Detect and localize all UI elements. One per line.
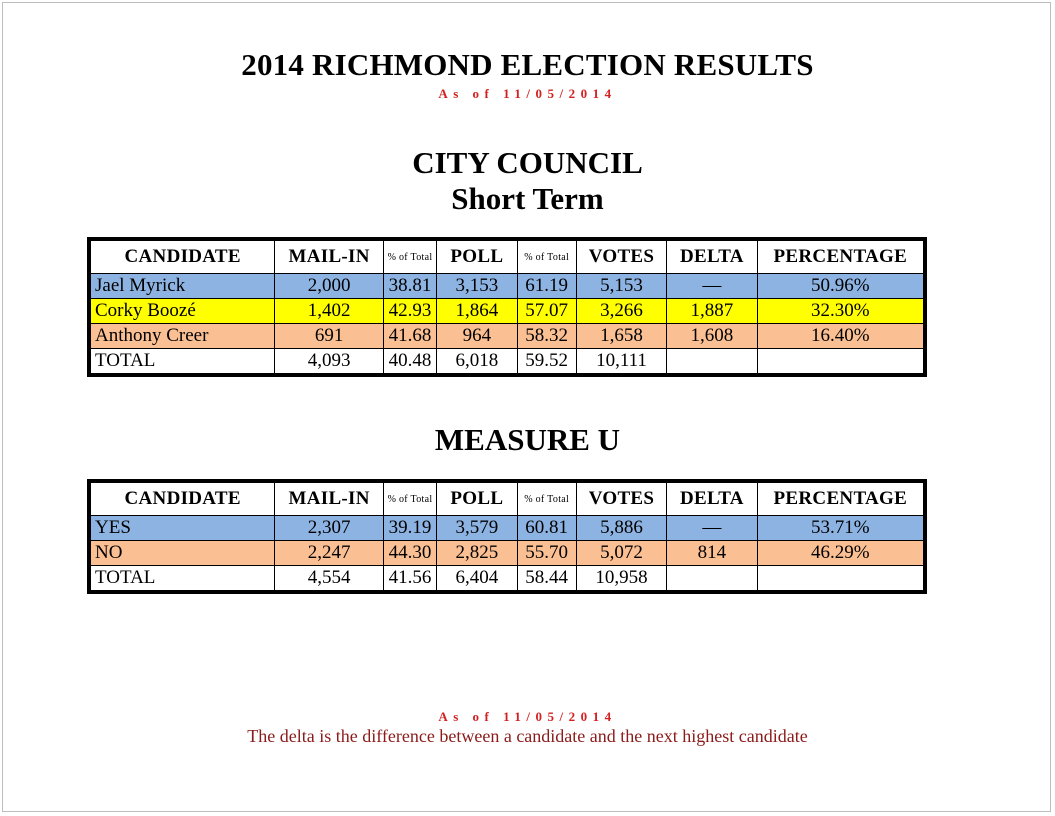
header-delta: DELTA [667, 481, 757, 516]
cell-delta [667, 349, 757, 376]
header-poll-pct: % of Total [517, 481, 576, 516]
cell-poll-pct: 58.32 [517, 324, 576, 349]
cell-poll: 2,825 [437, 541, 517, 566]
cell-mail-in: 2,307 [275, 516, 384, 541]
header-candidate: CANDIDATE [89, 239, 275, 274]
footer-delta-note: The delta is the difference between a candidate and the next highest candidate [247, 726, 808, 746]
cell-percentage: 46.29% [757, 541, 925, 566]
header-votes: VOTES [576, 481, 666, 516]
cell-poll: 6,018 [437, 349, 517, 376]
cell-percentage: 32.30% [757, 299, 925, 324]
cell-poll: 6,404 [437, 566, 517, 593]
cell-delta: 1,608 [667, 324, 757, 349]
cell-votes: 1,658 [576, 324, 666, 349]
cell-delta: 1,887 [667, 299, 757, 324]
cell-poll: 964 [437, 324, 517, 349]
cell-candidate-name: NO [89, 541, 275, 566]
header-percentage: PERCENTAGE [757, 481, 925, 516]
header-mail-in: MAIL-IN [275, 481, 384, 516]
cell-mail-in: 2,000 [275, 274, 384, 299]
cell-poll-pct: 60.81 [517, 516, 576, 541]
city-council-subtitle: Short Term [451, 181, 604, 216]
cell-votes: 10,958 [576, 566, 666, 593]
cell-mail-in-pct: 38.81 [383, 274, 436, 299]
cell-mail-in-pct: 42.93 [383, 299, 436, 324]
header-poll: POLL [437, 239, 517, 274]
cell-votes: 5,153 [576, 274, 666, 299]
cell-candidate-name: Jael Myrick [89, 274, 275, 299]
cell-percentage: 50.96% [757, 274, 925, 299]
header-poll: POLL [437, 481, 517, 516]
cell-poll-pct: 61.19 [517, 274, 576, 299]
cell-candidate-name: YES [89, 516, 275, 541]
cell-mail-in: 4,093 [275, 349, 384, 376]
cell-mail-in-pct: 44.30 [383, 541, 436, 566]
cell-delta: 814 [667, 541, 757, 566]
table-row [89, 274, 925, 299]
header-delta: DELTA [667, 239, 757, 274]
table-row [89, 516, 925, 541]
cell-percentage: 16.40% [757, 324, 925, 349]
cell-mail-in: 691 [275, 324, 384, 349]
cell-poll: 3,579 [437, 516, 517, 541]
footer-as-of-date: As of 11/05/2014 [438, 709, 617, 724]
cell-percentage: 53.71% [757, 516, 925, 541]
table-row [89, 299, 925, 324]
cell-poll-pct: 55.70 [517, 541, 576, 566]
cell-percentage [757, 566, 925, 593]
cell-poll: 3,153 [437, 274, 517, 299]
cell-candidate-name: Corky Boozé [89, 299, 275, 324]
cell-votes: 10,111 [576, 349, 666, 376]
cell-delta [667, 566, 757, 593]
cell-delta: — [667, 274, 757, 299]
header-poll-pct: % of Total [517, 239, 576, 274]
page-title: 2014 RICHMOND ELECTION RESULTS [241, 47, 814, 82]
as-of-date: As of 11/05/2014 [438, 86, 617, 101]
cell-poll-pct: 57.07 [517, 299, 576, 324]
table-header-row [89, 481, 925, 516]
cell-percentage [757, 349, 925, 376]
page-border [2, 2, 1051, 812]
cell-mail-in: 1,402 [275, 299, 384, 324]
cell-mail-in: 4,554 [275, 566, 384, 593]
header-mail-in: MAIL-IN [275, 239, 384, 274]
city-council-table [87, 237, 927, 377]
header-candidate: CANDIDATE [89, 481, 275, 516]
cell-votes: 5,072 [576, 541, 666, 566]
table-header-row [89, 239, 925, 274]
measure-u-table [87, 479, 927, 594]
cell-poll-pct: 59.52 [517, 349, 576, 376]
header-votes: VOTES [576, 239, 666, 274]
table-row [89, 349, 925, 376]
cell-votes: 5,886 [576, 516, 666, 541]
cell-poll: 1,864 [437, 299, 517, 324]
city-council-title: CITY COUNCIL [412, 145, 643, 180]
header-percentage: PERCENTAGE [757, 239, 925, 274]
table-row [89, 566, 925, 593]
cell-votes: 3,266 [576, 299, 666, 324]
cell-mail-in-pct: 40.48 [383, 349, 436, 376]
header-mail-in-pct: % of Total [383, 481, 436, 516]
cell-mail-in-pct: 41.68 [383, 324, 436, 349]
cell-candidate-name: TOTAL [89, 566, 275, 593]
measure-u-title: MEASURE U [434, 422, 621, 457]
cell-candidate-name: TOTAL [89, 349, 275, 376]
cell-candidate-name: Anthony Creer [89, 324, 275, 349]
table-row [89, 541, 925, 566]
cell-mail-in-pct: 41.56 [383, 566, 436, 593]
table-row [89, 324, 925, 349]
cell-mail-in-pct: 39.19 [383, 516, 436, 541]
header-mail-in-pct: % of Total [383, 239, 436, 274]
cell-delta: — [667, 516, 757, 541]
cell-poll-pct: 58.44 [517, 566, 576, 593]
cell-mail-in: 2,247 [275, 541, 384, 566]
